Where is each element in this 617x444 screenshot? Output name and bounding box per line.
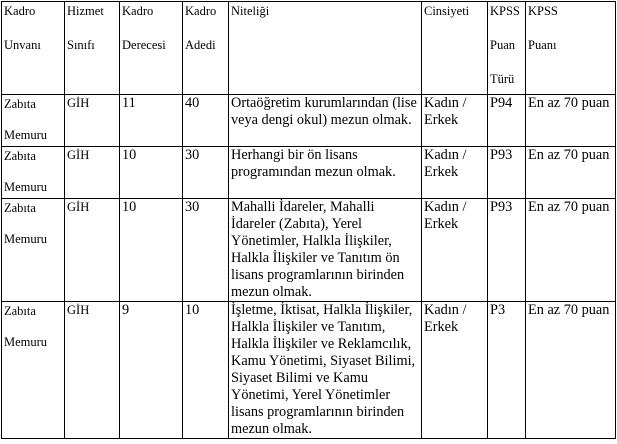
cell-kpss-puani: En az 70 puan — [526, 147, 616, 199]
header-kadro-derecesi-line1: Kadro — [122, 4, 154, 18]
header-kadro-adedi-line1: Kadro — [185, 4, 217, 18]
cell-niteligi: Herhangi bir ön lisans programından mezun olmak. — [229, 147, 422, 199]
cell-kpss-puani: En az 70 puan — [526, 302, 616, 439]
unvan-line2: Memuru — [4, 128, 48, 142]
header-hizmet-sinifi-line1: Hizmet — [67, 4, 104, 18]
header-kpss-puani-line2: Puanı — [528, 38, 557, 52]
table-row — [2, 95, 616, 147]
cell-kpss-puan-turu: P93 — [488, 199, 526, 302]
unvan-line1: Zabıta — [4, 201, 36, 215]
table-row — [2, 199, 616, 302]
cell-kpss-puan-turu: P94 — [488, 95, 526, 147]
cell-kpss-puani: En az 70 puan — [526, 95, 616, 147]
header-kadro-adedi-line2: Adedi — [185, 38, 216, 52]
cell-hizmet-sinifi: GİH — [65, 95, 120, 147]
header-kadro-adedi — [183, 2, 229, 95]
cell-kadro-adedi: 40 — [183, 95, 229, 147]
unvan-line2: Memuru — [4, 180, 48, 194]
header-row — [2, 2, 616, 95]
header-cinsiyeti — [422, 2, 488, 95]
cell-kadro-derecesi: 10 — [120, 199, 183, 302]
cell-kpss-puan-turu: P93 — [488, 147, 526, 199]
cell-kadro-unvani — [2, 199, 65, 302]
header-hizmet-sinifi-line2: Sınıfı — [67, 38, 95, 52]
cell-niteligi: Mahalli İdareler, Mahalli İdareler (Zabıta), Yerel Yönetimler, Halkla İlişkiler, Halkla İlişkiler ve Tanıtım ön lisans programlarının birinden mezun olmak. — [229, 199, 422, 302]
header-kadro-derecesi-line2: Derecesi — [122, 38, 166, 52]
header-hizmet-sinifi — [65, 2, 120, 95]
header-kpss-puan-turu-line3: Türü — [490, 72, 515, 86]
header-kadro-unvani-line2: Unvanı — [4, 38, 41, 52]
unvan-line2: Memuru — [4, 232, 48, 246]
table-row — [2, 147, 616, 199]
cell-cinsiyeti: Kadın / Erkek — [422, 95, 488, 147]
header-niteligi-line1: Niteliği — [231, 4, 270, 18]
cell-cinsiyeti: Kadın / Erkek — [422, 302, 488, 439]
header-niteligi — [229, 2, 422, 95]
header-kpss-puani-line1: KPSS — [528, 4, 558, 18]
cell-kadro-adedi: 30 — [183, 199, 229, 302]
cell-kadro-unvani — [2, 95, 65, 147]
header-kadro-unvani — [2, 2, 65, 95]
cell-kadro-unvani — [2, 147, 65, 199]
cell-kadro-unvani — [2, 302, 65, 439]
header-cinsiyeti-line1: Cinsiyeti — [424, 4, 470, 18]
unvan-line1: Zabıta — [4, 97, 36, 111]
cell-kadro-derecesi: 9 — [120, 302, 183, 439]
cell-kpss-puan-turu: P3 — [488, 302, 526, 439]
cell-cinsiyeti: Kadın / Erkek — [422, 147, 488, 199]
kadro-table — [1, 1, 616, 439]
cell-hizmet-sinifi: GİH — [65, 302, 120, 439]
cell-kadro-derecesi: 10 — [120, 147, 183, 199]
table-row — [2, 302, 616, 439]
unvan-line1: Zabıta — [4, 149, 36, 163]
header-kadro-unvani-line1: Kadro — [4, 4, 36, 18]
cell-niteligi: İşletme, İktisat, Halkla İlişkiler, Halkla İlişkiler ve Tanıtım, Halkla İlişkiler ve Reklamcılık, Kamu Yönetimi, Siyaset Bilimi, Siyaset Bilimi ve Kamu Yönetimi, Yerel Yönetimler lisans programlarının birinden mezun olmak. — [229, 302, 422, 439]
cell-kadro-adedi: 30 — [183, 147, 229, 199]
cell-hizmet-sinifi: GİH — [65, 147, 120, 199]
cell-cinsiyeti: Kadın / Erkek — [422, 199, 488, 302]
header-kadro-derecesi — [120, 2, 183, 95]
header-kpss-puani — [526, 2, 616, 95]
unvan-line1: Zabıta — [4, 304, 36, 318]
cell-niteligi: Ortaöğretim kurumlarından (lise veya dengi okul) mezun olmak. — [229, 95, 422, 147]
header-kpss-puan-turu-line1: KPSS — [490, 4, 520, 18]
cell-kadro-derecesi: 11 — [120, 95, 183, 147]
unvan-line2: Memuru — [4, 335, 48, 349]
cell-kpss-puani: En az 70 puan — [526, 199, 616, 302]
header-kpss-puan-turu — [488, 2, 526, 95]
header-kpss-puan-turu-line2: Puan — [490, 38, 515, 52]
cell-hizmet-sinifi: GİH — [65, 199, 120, 302]
cell-kadro-adedi: 10 — [183, 302, 229, 439]
